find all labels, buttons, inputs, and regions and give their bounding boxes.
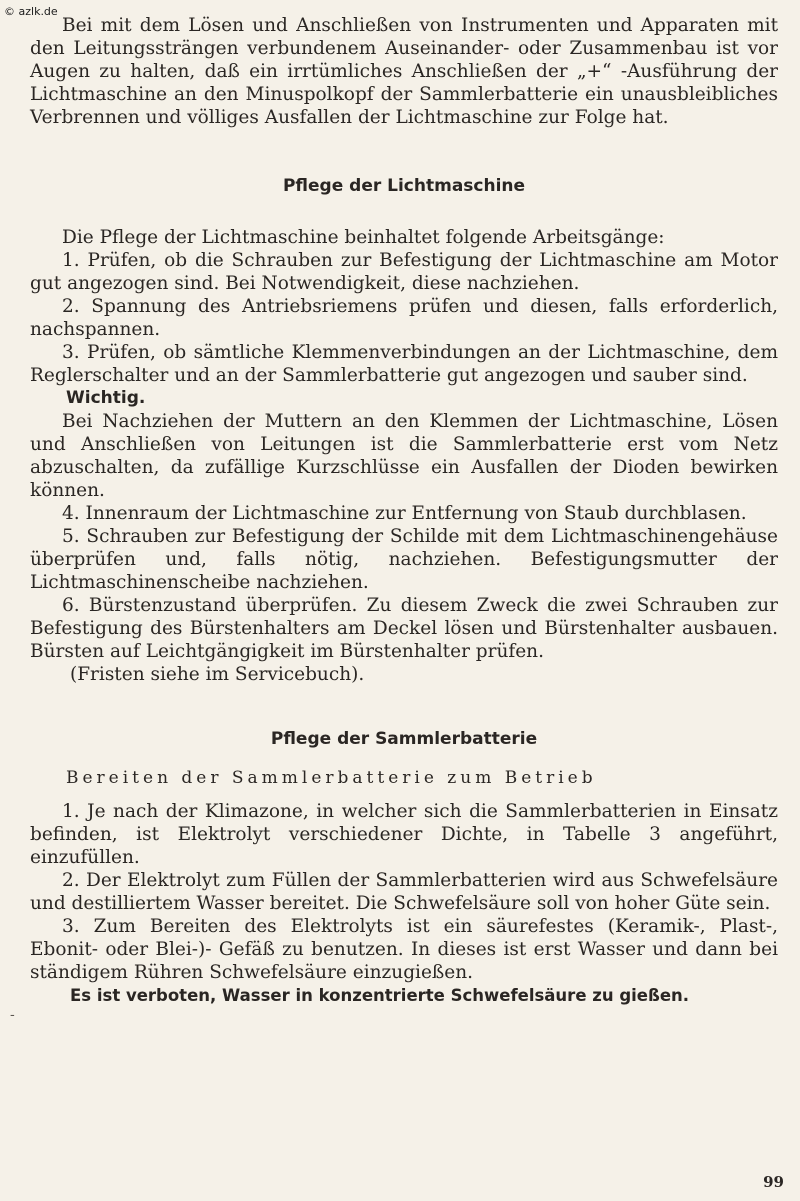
- list-item: 3. Zum Bereiten des Elektrolyts ist ein säurefestes (Keramik-, Plast-, Ebonit- oder Blei-)- Gefäß zu benutzen. In dieses ist erst Wasser und dann bei ständigem Rühren Schwefelsäure einzugießen.: [30, 916, 778, 983]
- list-item: 2. Der Elektrolyt zum Füllen der Sammlerbatterien wird aus Schwefelsäure und destilliertem Wasser bereitet. Die Schwefelsäure soll von hoher Güte sein.: [30, 870, 778, 914]
- intro-paragraph: Bei mit dem Lösen und Anschließen von Instrumenten und Apparaten mit den Leitungssträngen verbundenem Auseinander- oder Zusammenbau ist vor Augen zu halten, daß ein irrtümliches Anschließen der „+“ -Ausführung der Lichtmaschine an den Minuspolkopf der Sammlerbatterie ein unausbleibliches Verbrennen und völliges Ausfallen der Lichtmaschine zur Folge hat.: [30, 15, 778, 128]
- margin-mark: -: [10, 1007, 15, 1023]
- note-text: Bei Nachziehen der Muttern an den Klemmen der Lichtmaschine, Lösen und Anschließen von Leitungen ist die Sammlerbatterie erst vom Netz abzuschalten, da zufällige Kurzschlüsse ein Ausfallen der Dioden bewirken können.: [30, 411, 778, 501]
- paragraph: Die Pflege der Lichtmaschine beinhaltet folgende Arbeitsgänge:: [62, 227, 665, 248]
- subheading: Bereiten der Sammlerbatterie zum Betrieb: [66, 768, 597, 788]
- list-item: 2. Spannung des Antriebsriemens prüfen und diesen, falls erforderlich, nachspannen.: [30, 296, 778, 340]
- list-item: 4. Innenraum der Lichtmaschine zur Entfernung von Staub durchblasen.: [62, 503, 747, 524]
- list-item: 6. Bürstenzustand überprüfen. Zu diesem Zweck die zwei Schrauben zur Befestigung des Bürstenhalters am Deckel lösen und Bürstenhalter ausbauen. Bürsten auf Leichtgängigkeit im Bürstenhalter prüfen.: [30, 595, 778, 662]
- note-label: Wichtig.: [66, 388, 146, 408]
- list-item: 1. Prüfen, ob die Schrauben zur Befestigung der Lichtmaschine am Motor gut angezogen sind. Bei Notwendigkeit, diese nachziehen.: [30, 250, 778, 294]
- section-heading-lichtmaschine: Pflege der Lichtmaschine: [282, 176, 526, 196]
- list-item: 5. Schrauben zur Befestigung der Schilde mit dem Lichtmaschinengehäuse überprüfen und, falls nötig, nachziehen. Befestigungsmutter der Lichtmaschinenscheibe nachziehen.: [30, 526, 778, 593]
- document-page: [30, 14, 778, 1024]
- list-item: 3. Prüfen, ob sämtliche Klemmenverbindungen an der Lichtmaschine, dem Reglerschalter und an der Sammlerbatterie gut angezogen und sauber sind.: [30, 342, 778, 386]
- warning-text: Es ist verboten, Wasser in konzentrierte Schwefelsäure zu gießen.: [70, 986, 690, 1005]
- service-note: (Fristen siehe im Servicebuch).: [70, 664, 365, 685]
- page-number: 99: [763, 1173, 784, 1191]
- section-heading-sammlerbatterie: Pflege der Sammlerbatterie: [270, 729, 538, 749]
- watermark: © azlk.de: [4, 5, 58, 18]
- list-item: 1. Je nach der Klimazone, in welcher sich die Sammlerbatterien in Einsatz befinden, ist Elektrolyt verschiedener Dichte, in Tabelle 3 angeführt, einzufüllen.: [30, 801, 778, 868]
